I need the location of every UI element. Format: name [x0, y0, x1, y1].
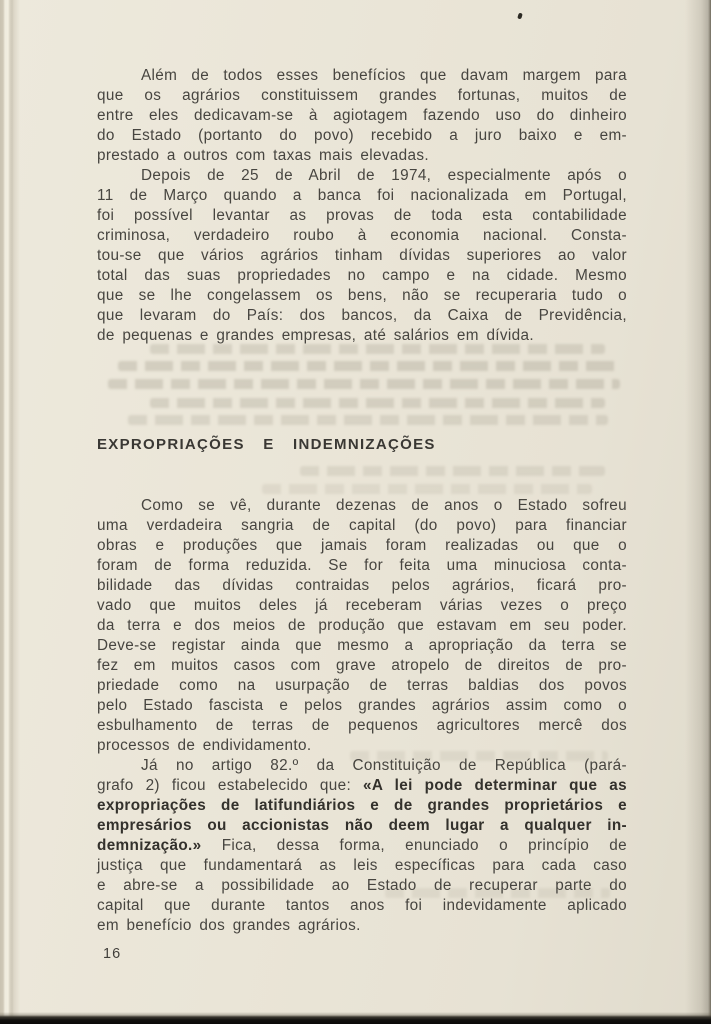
paragraph [97, 496, 627, 756]
text-line: em benefício dos grandes agrários. [97, 917, 361, 934]
bleedthrough-text-line [118, 361, 618, 371]
text-block-lower [97, 496, 627, 936]
bleedthrough-text-line [262, 484, 592, 494]
page-number: 16 [103, 946, 122, 962]
page-binding-edge [0, 0, 20, 1024]
bleedthrough-text-line [300, 466, 605, 476]
text-line: que se lhe congelassem os bens, não se recuperaria tudo o [97, 287, 627, 304]
text-line: bilidade das dívidas contraidas pelos agrários, ficará pro- [97, 577, 627, 594]
bleedthrough-text-line [150, 398, 605, 408]
text-line: Como se vê, durante dezenas de anos o Estado sofreu [141, 497, 627, 514]
section-heading: EXPROPRIAÇÕES E INDEMNIZAÇÕES [97, 436, 436, 453]
text-line: Deve-se registar ainda que mesmo a apropriação da terra se [97, 637, 627, 654]
text-line: Além de todos esses benefícios que davam margem para [141, 67, 627, 84]
text-line: 11 de Março quando a banca foi nacionalizada em Portugal, [97, 187, 627, 204]
text-line: do Estado (portanto do povo) recebido a juro baixo e em- [97, 127, 627, 144]
text-line: demnização.» Fica, dessa forma, enunciado o princípio de [97, 837, 627, 854]
text-block-upper [97, 66, 627, 346]
paragraph [97, 166, 627, 346]
text-line: Depois de 25 de Abril de 1974, especialmente após o [141, 167, 627, 184]
text-line: da terra e dos meios de produção que estavam em seu poder. [97, 617, 627, 634]
text-line: capital que durante tantos anos foi indevidamente aplicado [97, 897, 627, 914]
text-line: obras e produções que jamais foram realizadas ou que o [97, 537, 627, 554]
text-line: pelo Estado fascista e pelos grandes agrários assim como o [97, 697, 627, 714]
text-line: que os agrários constituissem grandes fortunas, muitos de [97, 87, 627, 104]
text-line: Já no artigo 82.º da Constituição de República (pará- [141, 757, 627, 774]
text-line: criminosa, verdadeiro roubo à economia nacional. Consta- [97, 227, 627, 244]
bleedthrough-text-line [150, 344, 605, 354]
text-line: uma verdadeira sangria de capital (do povo) para financiar [97, 517, 627, 534]
text-line: total das suas propriedades no campo e na cidade. Mesmo [97, 267, 627, 284]
page-curve-shadow [685, 0, 711, 1024]
bleedthrough-text-line [108, 379, 620, 389]
ink-speck [517, 13, 523, 20]
scanner-bed-edge [0, 1012, 711, 1024]
text-line: tou-se que vários agrários tinham dívidas superiores ao valor [97, 247, 627, 264]
text-line: e abre-se a possibilidade ao Estado de recuperar parte do [97, 877, 627, 894]
text-line: empresários ou accionistas não deem lugar a qualquer in- [97, 817, 627, 834]
text-line: que levaram do País: dos bancos, da Caixa de Previdência, [97, 307, 627, 324]
text-line: processos de endividamento. [97, 737, 312, 754]
text-line: de pequenas e grandes empresas, até salários em dívida. [97, 327, 534, 344]
bleedthrough-text-line [128, 415, 608, 425]
text-line: vado que muitos deles já receberam várias vezes o preço [97, 597, 627, 614]
text-line: foram de forma reduzida. Se for feita uma minuciosa conta- [97, 557, 627, 574]
text-line: grafo 2) ficou estabelecido que: «A lei pode determinar que as [97, 777, 627, 794]
text-line: priedade como na usurpação de terras baldias dos povos [97, 677, 627, 694]
text-line: prestado a outros com taxas mais elevadas. [97, 147, 429, 164]
text-line: expropriações de latifundiários e de grandes proprietários e [97, 797, 627, 814]
paragraph [97, 756, 627, 936]
text-line: fez em muitos casos com grave atropelo de direitos de pro- [97, 657, 627, 674]
text-line: esbulhamento de terras de pequenos agricultores mercê dos [97, 717, 627, 734]
text-line: justiça que fundamentará as leis específicas para cada caso [97, 857, 627, 874]
text-line: foi possível levantar as provas de toda esta contabilidade [97, 207, 627, 224]
text-line: entre eles dedicavam-se à agiotagem fazendo uso do dinheiro [97, 107, 627, 124]
paragraph [97, 66, 627, 166]
